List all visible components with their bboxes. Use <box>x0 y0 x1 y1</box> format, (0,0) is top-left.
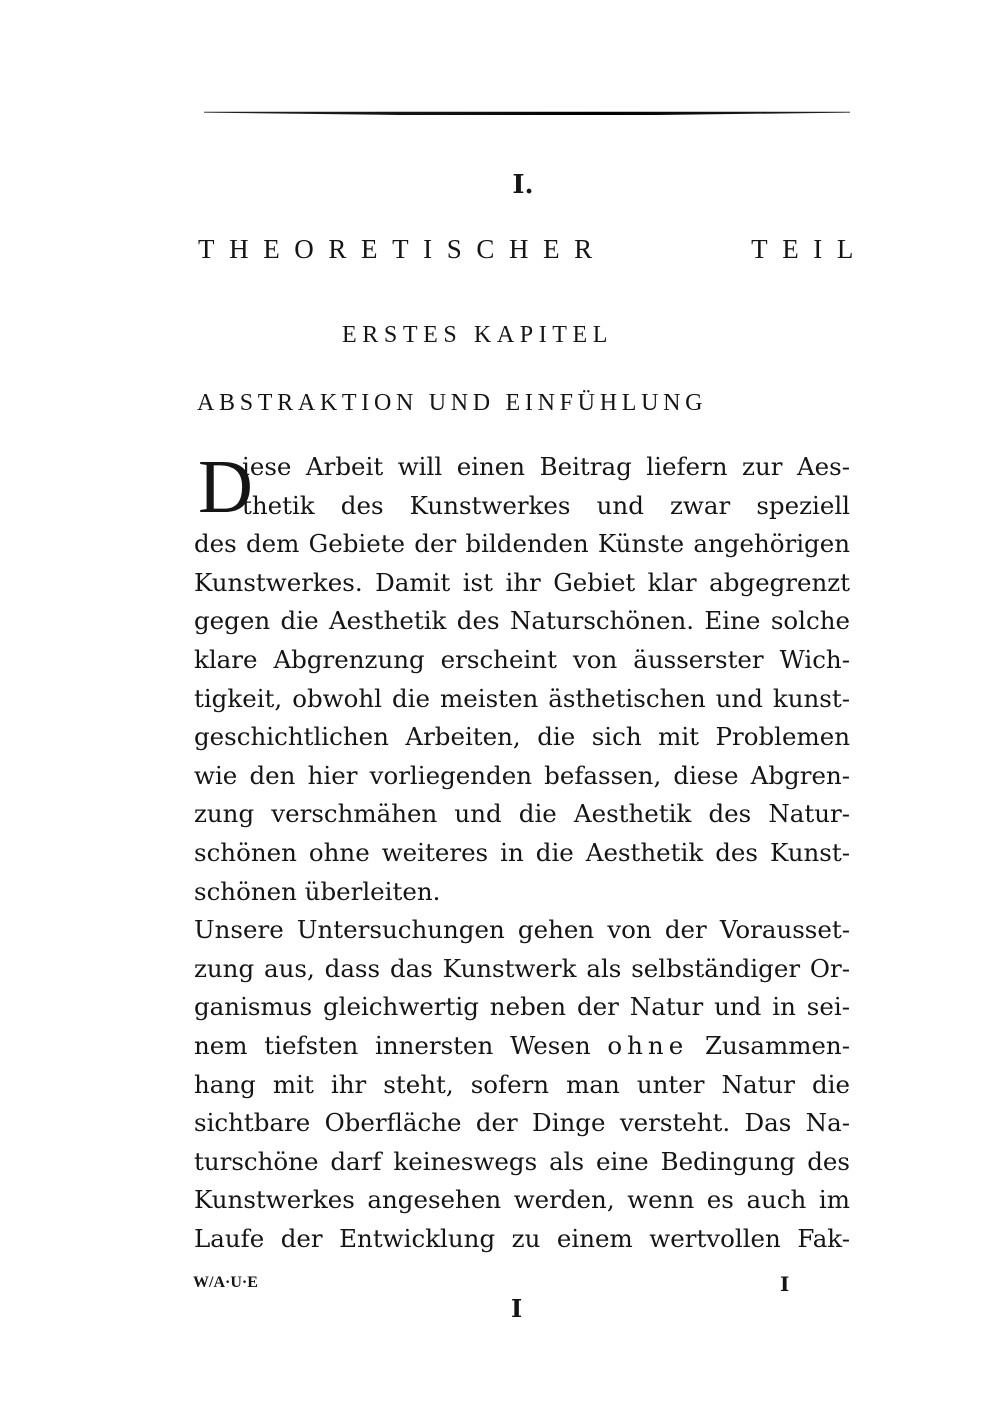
text-line: zung aus, dass das Kunstwerk als selbständiger Or- <box>194 953 850 983</box>
text-line <box>194 1027 850 1066</box>
printer-signature: W/A·U·E <box>193 1274 258 1291</box>
text-line: schönen ohne weiteres in die Aesthetik des Kunst- <box>194 837 850 867</box>
text-line: klare Abgrenzung erscheint von äusserster Wich- <box>194 644 850 674</box>
text-line: geschichtlichen Arbeiten, die sich mit Problemen <box>194 722 850 752</box>
text-line: hang mit ihr steht, sofern man unter Natur die <box>194 1069 850 1099</box>
drop-cap: D <box>198 445 253 529</box>
chapter-title: ABSTRAKTION UND EINFÜHLUNG <box>197 390 708 416</box>
body-text <box>194 445 850 1258</box>
signature-number: I <box>780 1272 790 1296</box>
text-line: des dem Gebiete der bildenden Künste angehörigen <box>194 529 850 559</box>
text-line: wie den hier vorliegenden befassen, diese Abgren- <box>194 760 850 790</box>
part-title <box>198 234 868 265</box>
text-line: thetik des Kunstwerkes und zwar speziell <box>242 490 850 520</box>
text-line: sichtbare Oberfläche der Dinge versteht. Das Na- <box>194 1108 850 1138</box>
text-line: turschöne darf keineswegs als eine Bedingung des <box>194 1146 850 1176</box>
text-line: ganismus gleichwertig neben der Natur und in sei- <box>194 992 850 1022</box>
chapter-heading: ERSTES KAPITEL <box>342 322 614 348</box>
top-rule <box>204 109 850 115</box>
page-number: I <box>511 1294 523 1323</box>
emphasized-word: ohne <box>607 1030 689 1060</box>
text-line: Kunstwerkes. Damit ist ihr Gebiet klar abgegrenzt <box>194 567 850 597</box>
text-line: Laufe der Entwicklung zu einem wertvollen Fak- <box>194 1223 850 1253</box>
text-line: gegen die Aesthetik des Naturschönen. Eine solche <box>194 606 850 636</box>
text-line: iese Arbeit will einen Beitrag liefern zur Aes- <box>242 452 850 481</box>
text-line: Kunstwerkes angesehen werden, wenn es auch im <box>194 1185 850 1215</box>
text-segment: Zusammen- <box>704 1030 850 1060</box>
part-title-word: TEIL <box>751 234 868 264</box>
text-line: Unsere Untersuchungen gehen von der Vorausset- <box>194 915 850 945</box>
text-line: schönen überleiten. <box>194 876 441 906</box>
part-number: I. <box>512 170 534 200</box>
text-line: zung verschmähen und die Aesthetik des Natur- <box>194 799 850 829</box>
part-title-word: THEORETISCHER <box>198 234 607 264</box>
text-segment: nem tiefsten innersten Wesen <box>194 1030 591 1060</box>
text-line: tigkeit, obwohl die meisten ästhetischen und kunst- <box>194 683 850 713</box>
